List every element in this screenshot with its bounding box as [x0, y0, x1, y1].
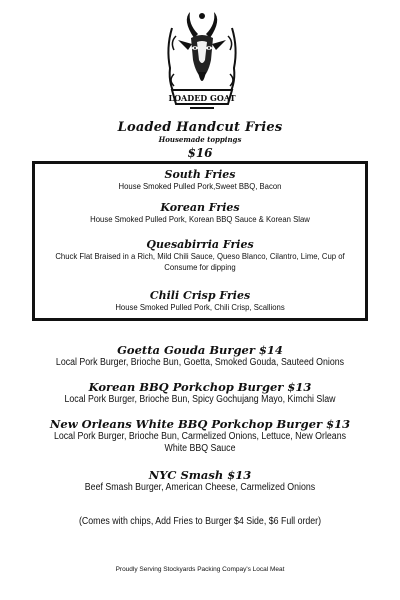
burger-item-desc: Local Pork Burger, Brioche Bun, Spicy Gochujang Mayo, Kimchi Slaw — [64, 394, 336, 405]
logo-text: LOADED GOAT — [168, 93, 236, 103]
fries-item-desc: Chuck Flat Braised in a Rich, Mild Chili Sauce, Queso Blanco, Cilantro, Lime, Cup of Consume for dipping — [55, 251, 345, 272]
goat-emblem-icon — [164, 8, 240, 118]
burger-item-name: Goetta Gouda Burger $14 — [117, 343, 283, 357]
section-subtitle: Housemade toppings — [158, 135, 242, 144]
burger-item-desc: Local Pork Burger, Brioche Bun, Carmelized Onions, Lettuce, New Orleans White BBQ Sauce — [53, 431, 346, 454]
burger-item — [0, 468, 400, 494]
fries-item-desc: House Smoked Pulled Pork, Korean BBQ Sauce & Korean Slaw — [90, 214, 310, 224]
fries-item-name: Chili Crisp Fries — [149, 289, 251, 302]
burger-item-desc: Local Pork Burger, Brioche Bun, Goetta, Smoked Gouda, Sauteed Onions — [55, 357, 345, 368]
burger-item-name: Korean BBQ Porkchop Burger $13 — [88, 380, 312, 394]
burger-note: (Comes with chips, Add Fries to Burger $4 Side, $6 Full order) — [78, 516, 322, 527]
fries-box — [32, 161, 368, 321]
fries-item — [35, 201, 365, 225]
fries-item-name: Quesabirria Fries — [146, 238, 254, 251]
fries-price: $16 — [187, 146, 213, 160]
burger-item — [0, 417, 400, 455]
fries-item — [35, 238, 365, 273]
fries-item — [35, 168, 365, 192]
footer-text: Proudly Serving Stockyards Packing Compay's Local Meat — [115, 566, 285, 573]
burger-item-desc: Beef Smash Burger, American Cheese, Carmelized Onions — [84, 482, 316, 493]
burger-item — [0, 343, 400, 369]
burger-item-name: NYC Smash $13 — [148, 468, 252, 482]
loaded-goat-logo — [164, 8, 240, 118]
burger-item-name: New Orleans White BBQ Porkchop Burger $13 — [49, 417, 351, 431]
fries-item — [35, 289, 365, 313]
fries-item-desc: House Smoked Pulled Pork, Chili Crisp, Scallions — [115, 302, 285, 312]
fries-item-name: Korean Fries — [160, 201, 240, 214]
burger-item — [0, 380, 400, 406]
fries-item-desc: House Smoked Pulled Pork,Sweet BBQ, Bacon — [118, 181, 282, 191]
fries-item-name: South Fries — [164, 168, 236, 181]
section-title: Loaded Handcut Fries — [117, 120, 283, 135]
